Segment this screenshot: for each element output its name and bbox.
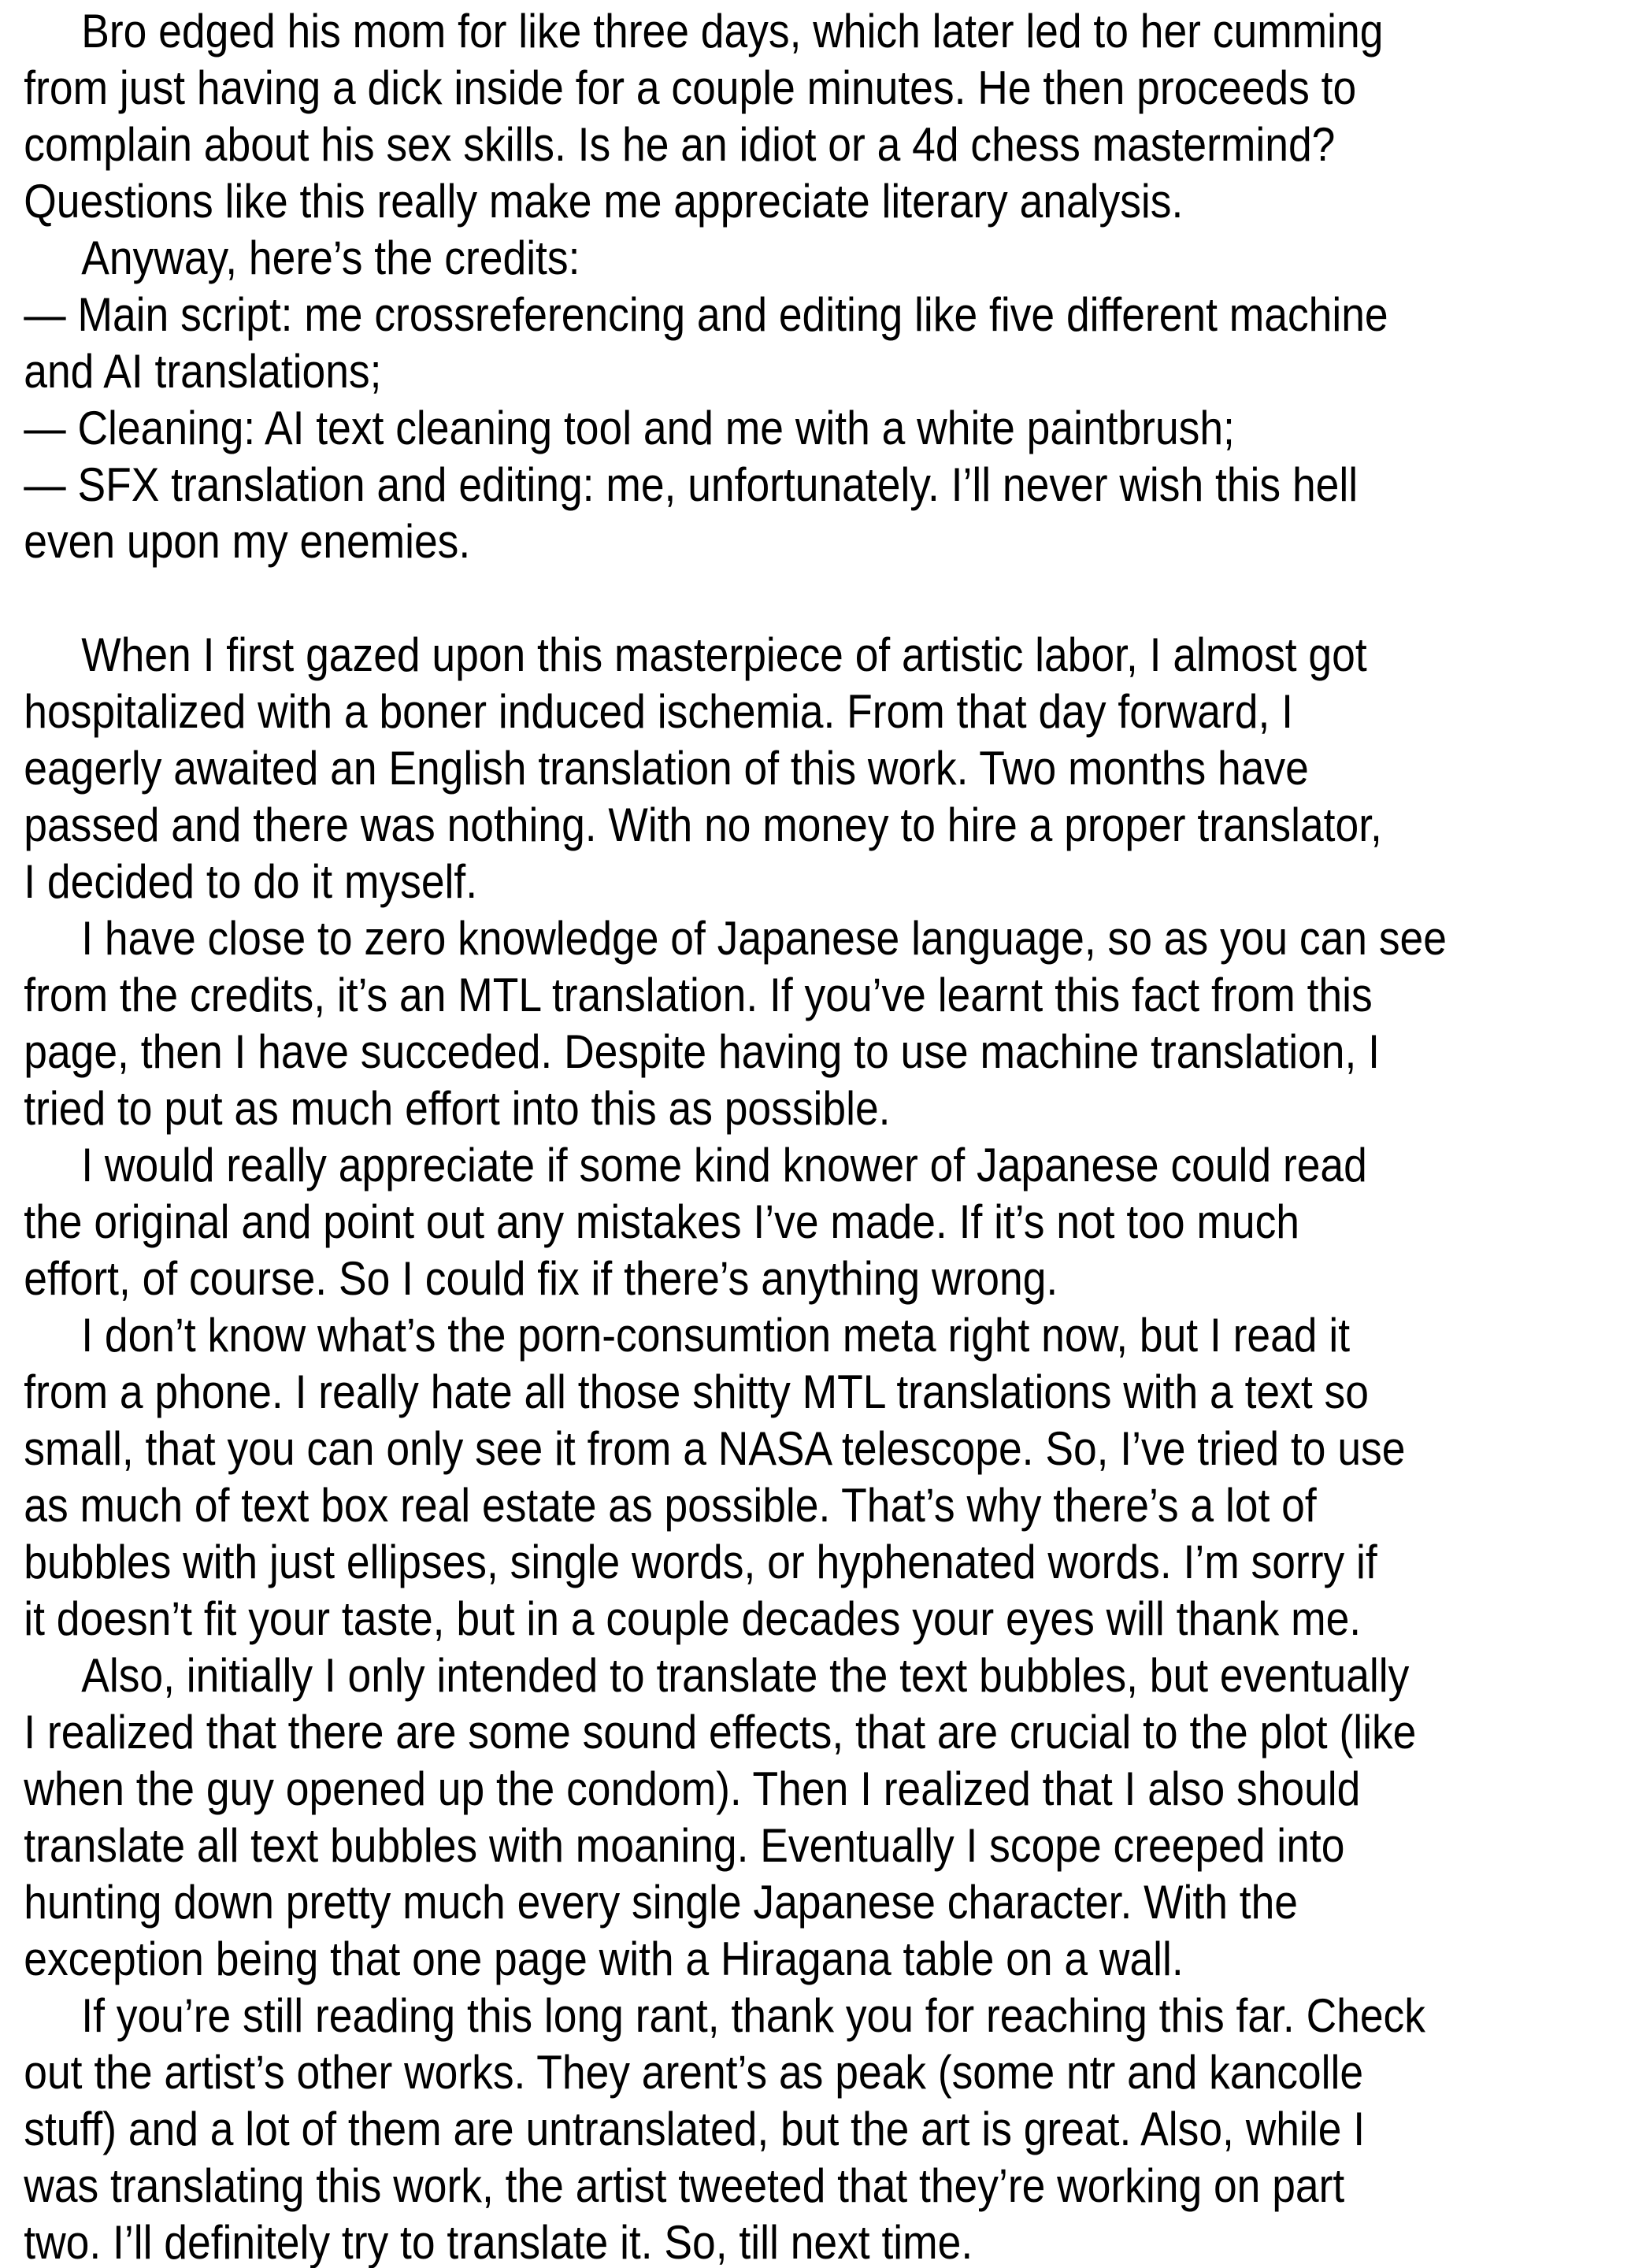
paragraph (24, 1647, 1631, 1988)
text-line: exception being that one page with a Hiragana table on a wall. (24, 1933, 1184, 1985)
paragraph (24, 1988, 1631, 2268)
text-line: page, then I have succeded. Despite having to use machine translation, I (24, 1025, 1381, 1078)
paragraph (24, 627, 1631, 910)
text-line: I decided to do it myself. (24, 855, 478, 908)
text-line: the original and point out any mistakes I’ve made. If it’s not too much (24, 1195, 1299, 1248)
text-line: when the guy opened up the condom). Then I realized that I also should (24, 1762, 1361, 1815)
text-line: stuff) and a lot of them are untranslated, but the art is great. Also, while I (24, 2103, 1366, 2155)
text-line: it doesn’t fit your taste, but in a couple decades your eyes will thank me. (24, 1592, 1362, 1645)
text-line: — SFX translation and editing: me, unfortunately. I’ll never wish this hell (24, 458, 1359, 511)
text-line: even upon my enemies. (24, 515, 471, 568)
text-line: from a phone. I really hate all those shitty MTL translations with a text so (24, 1366, 1369, 1418)
paragraph (24, 1307, 1631, 1647)
text-line: — Cleaning: AI text cleaning tool and me with a white paintbrush; (24, 402, 1235, 454)
text-line: tried to put as much effort into this as possible. (24, 1082, 891, 1135)
text-line: from just having a dick inside for a couple minutes. He then proceeds to (24, 61, 1357, 114)
text-line: translate all text bubbles with moaning. Eventually I scope creeped into (24, 1819, 1345, 1872)
text-line: from the credits, it’s an MTL translation. If you’ve learnt this fact from this (24, 969, 1373, 1021)
text-line: When I first gazed upon this masterpiece of artistic labor, I almost got (81, 628, 1367, 681)
text-line: complain about his sex skills. Is he an idiot or a 4d chess mastermind? (24, 118, 1336, 171)
text-line: Anyway, here’s the credits: (81, 232, 580, 284)
credit-item (24, 457, 1631, 570)
text-line: as much of text box real estate as possible. That’s why there’s a lot of (24, 1479, 1317, 1532)
text-line: bubbles with just ellipses, single words, or hyphenated words. I’m sorry if (24, 1536, 1377, 1588)
text-line: — Main script: me crossreferencing and editing like five different machine (24, 288, 1388, 341)
text-line: Also, initially I only intended to translate the text bubbles, but eventually (81, 1649, 1410, 1702)
text-line: I don’t know what’s the porn-consumtion meta right now, but I read it (81, 1309, 1351, 1362)
paragraph (24, 910, 1631, 1137)
text-line: I realized that there are some sound effects, that are crucial to the plot (like (24, 1706, 1417, 1758)
credit-item (24, 287, 1631, 400)
text-line: eagerly awaited an English translation of this work. Two months have (24, 742, 1309, 795)
text-line: effort, of course. So I could fix if there’s anything wrong. (24, 1252, 1058, 1305)
text-line: Bro edged his mom for like three days, which later led to her cumming (81, 5, 1384, 57)
text-line: was translating this work, the artist tweeted that they’re working on part (24, 2159, 1345, 2212)
paragraph (24, 1137, 1631, 1307)
text-line: I have close to zero knowledge of Japanese language, so as you can see (81, 912, 1447, 965)
credit-item (24, 400, 1631, 457)
paragraph (24, 230, 1631, 287)
text-line: and AI translations; (24, 345, 382, 398)
text-line: hunting down pretty much every single Japanese character. With the (24, 1876, 1298, 1929)
text-line: passed and there was nothing. With no money to hire a proper translator, (24, 799, 1382, 851)
paragraph (24, 3, 1631, 230)
text-line: If you’re still reading this long rant, thank you for reaching this far. Check (81, 1989, 1425, 2042)
text-line: out the artist’s other works. They arent’s as peak (some ntr and kancolle (24, 2046, 1364, 2099)
text-line: small, that you can only see it from a NASA telescope. So, I’ve tried to use (24, 1422, 1406, 1475)
text-line: two. I’ll definitely try to translate it. So, till next time. (24, 2216, 973, 2268)
text-line: I would really appreciate if some kind knower of Japanese could read (81, 1139, 1367, 1191)
text-line: Questions like this really make me appreciate literary analysis. (24, 175, 1184, 228)
text-line: hospitalized with a boner induced ischemia. From that day forward, I (24, 685, 1293, 738)
blank-line (24, 570, 1631, 627)
